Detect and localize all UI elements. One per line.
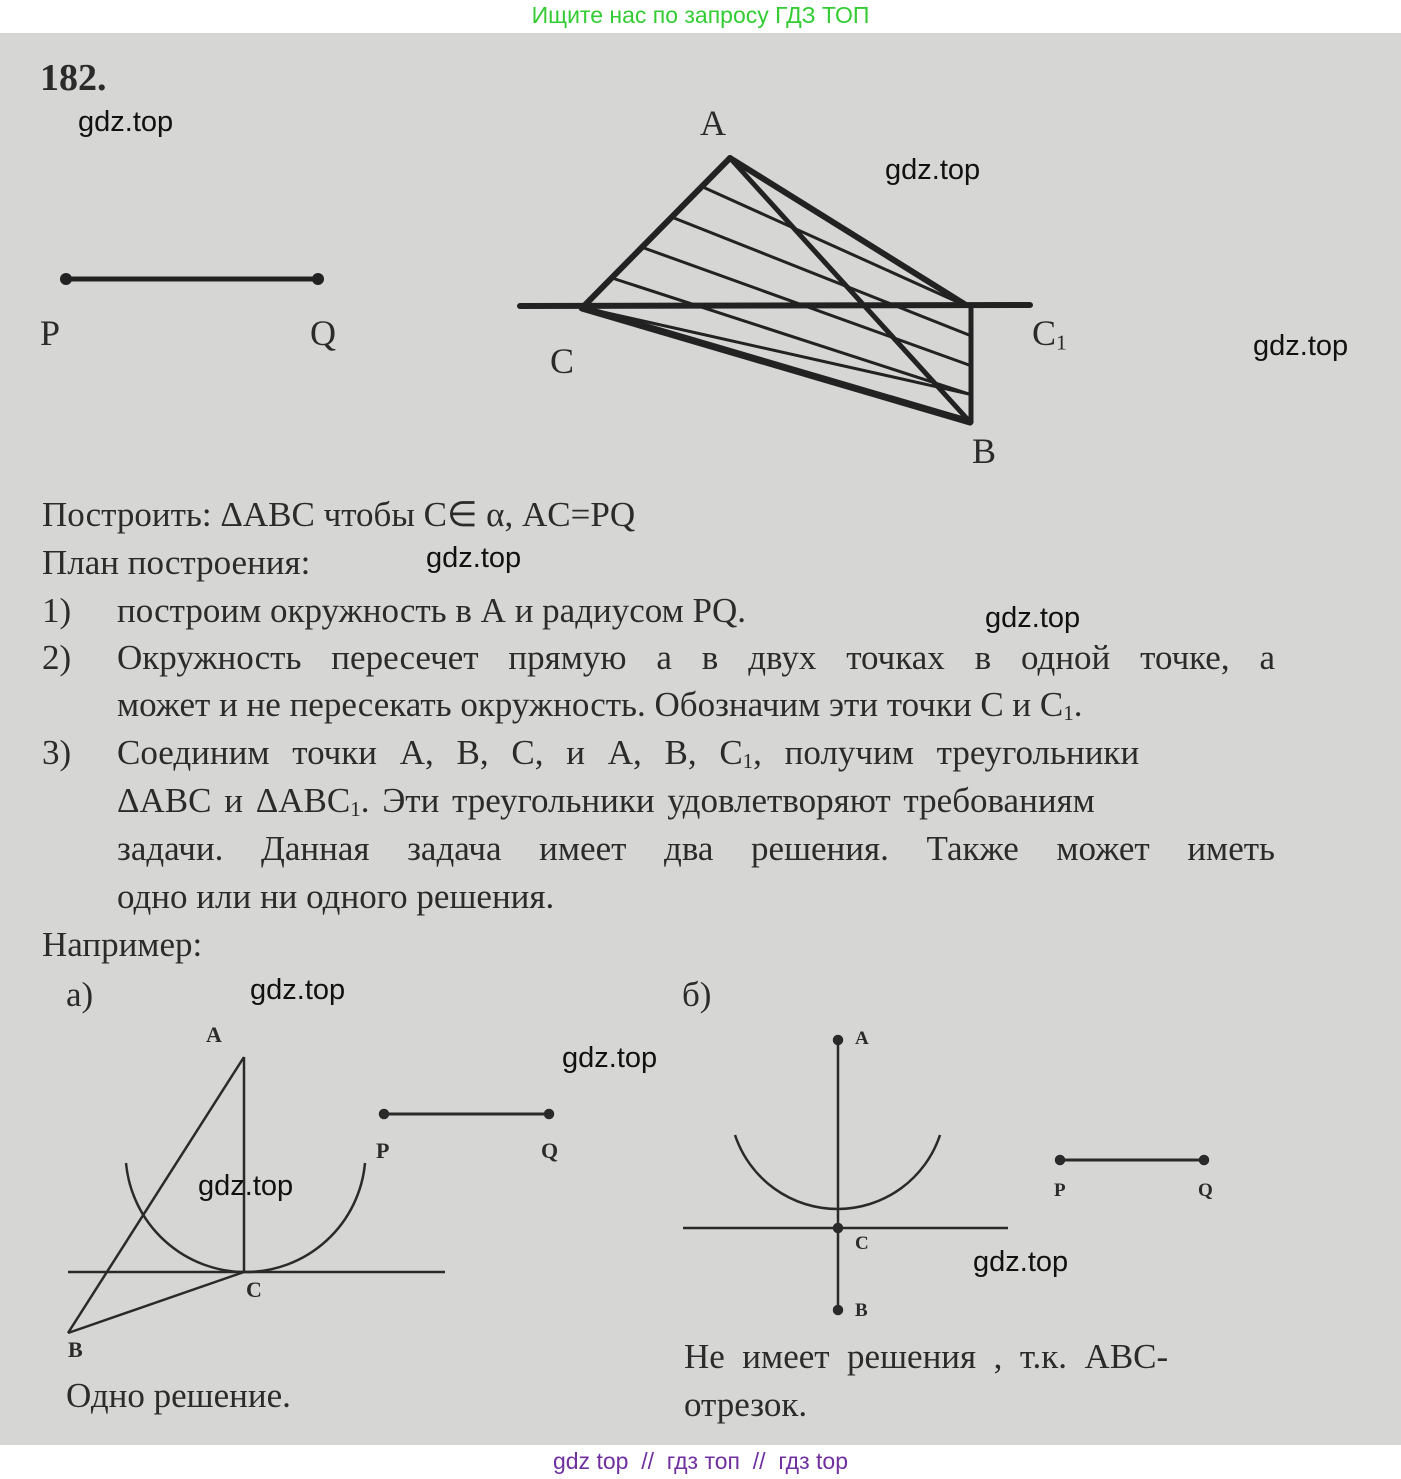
- step-3-line-4: одно или ни одного решения.: [117, 877, 555, 916]
- problem-number: 182.: [40, 57, 107, 99]
- side-cb: [582, 308, 970, 422]
- segment-pq-main: [60, 273, 324, 285]
- ex-a-label-b: B: [68, 1337, 83, 1362]
- top-banner-text: Ищите нас по запросу ГДЗ ТОП: [531, 2, 870, 28]
- watermark: gdz.top: [426, 542, 522, 574]
- example-b-label: б): [682, 975, 712, 1014]
- label-b: B: [972, 431, 997, 471]
- example-b-caption-line-1: Не имеет решения , т.к. ABC-: [684, 1337, 1169, 1376]
- step-2-line-2: может и не пересекать окружность. Обозначим эти точки С и $С_1$.: [117, 685, 1083, 726]
- step-3-line-2: ΔАВС и $\Delta АВС_1$. Эти треугольники удовлетворяют требованиям: [117, 781, 1095, 822]
- watermark: gdz.top: [1253, 330, 1349, 362]
- watermark: gdz.top: [562, 1042, 658, 1074]
- line-alpha: [520, 305, 1030, 306]
- watermark: gdz.top: [885, 154, 981, 186]
- construct-statement: Построить: ΔABC чтобы C∈ α, AC=PQ: [42, 495, 636, 534]
- step-2-number: 2): [42, 638, 72, 677]
- watermark: gdz.top: [250, 974, 346, 1006]
- example-heading: Например:: [42, 925, 203, 964]
- ex-a-label-a: A: [206, 1022, 222, 1047]
- watermark: gdz.top: [78, 106, 174, 138]
- step-1-number: 1): [42, 591, 72, 630]
- ex-b-label-b: B: [855, 1300, 868, 1321]
- step-1-text: построим окружность в А и радиусом PQ.: [117, 591, 747, 630]
- ex-b-label-p: P: [1054, 1180, 1066, 1201]
- step-3-number: 3): [42, 733, 72, 772]
- watermark: gdz.top: [973, 1246, 1069, 1278]
- step-3-line-1: Соединим точки А, В, С, и А, В, $С_1$, получим треугольники: [117, 733, 1140, 774]
- plan-heading: План построения:: [42, 543, 311, 582]
- label-c: C: [550, 341, 575, 381]
- label-a: A: [700, 103, 726, 143]
- ex-b-label-q: Q: [1198, 1180, 1213, 1201]
- example-a-label: а): [66, 975, 94, 1014]
- ex-b-label-a: A: [855, 1028, 869, 1049]
- label-c1: $C_1$: [1032, 313, 1067, 355]
- bottom-banner-text: gdz top // гдз топ // гдз top: [552, 1448, 849, 1474]
- watermark: gdz.top: [985, 602, 1081, 634]
- bottom-banner: [0, 1445, 1401, 1479]
- example-a-figure: [68, 1057, 553, 1333]
- triangle-figure-main: [520, 158, 1030, 422]
- step-2-line-1: Окружность пересечет прямую a в двух точках в одной точке, a: [117, 638, 1275, 677]
- step-3-line-3: задачи. Данная задача имеет два решения. Также может иметь: [117, 829, 1275, 868]
- label-p: P: [40, 313, 61, 353]
- ex-a-label-c: C: [246, 1277, 262, 1302]
- ex-a-label-q: Q: [541, 1138, 559, 1163]
- label-q: Q: [310, 313, 336, 353]
- example-b-caption-line-2: отрезок.: [684, 1385, 808, 1424]
- example-a-caption: Одно решение.: [66, 1376, 291, 1415]
- example-b-figure: [683, 1036, 1208, 1314]
- ex-b-label-c: C: [855, 1233, 869, 1254]
- watermark: gdz.top: [198, 1170, 294, 1202]
- ex-a-label-p: P: [376, 1138, 390, 1163]
